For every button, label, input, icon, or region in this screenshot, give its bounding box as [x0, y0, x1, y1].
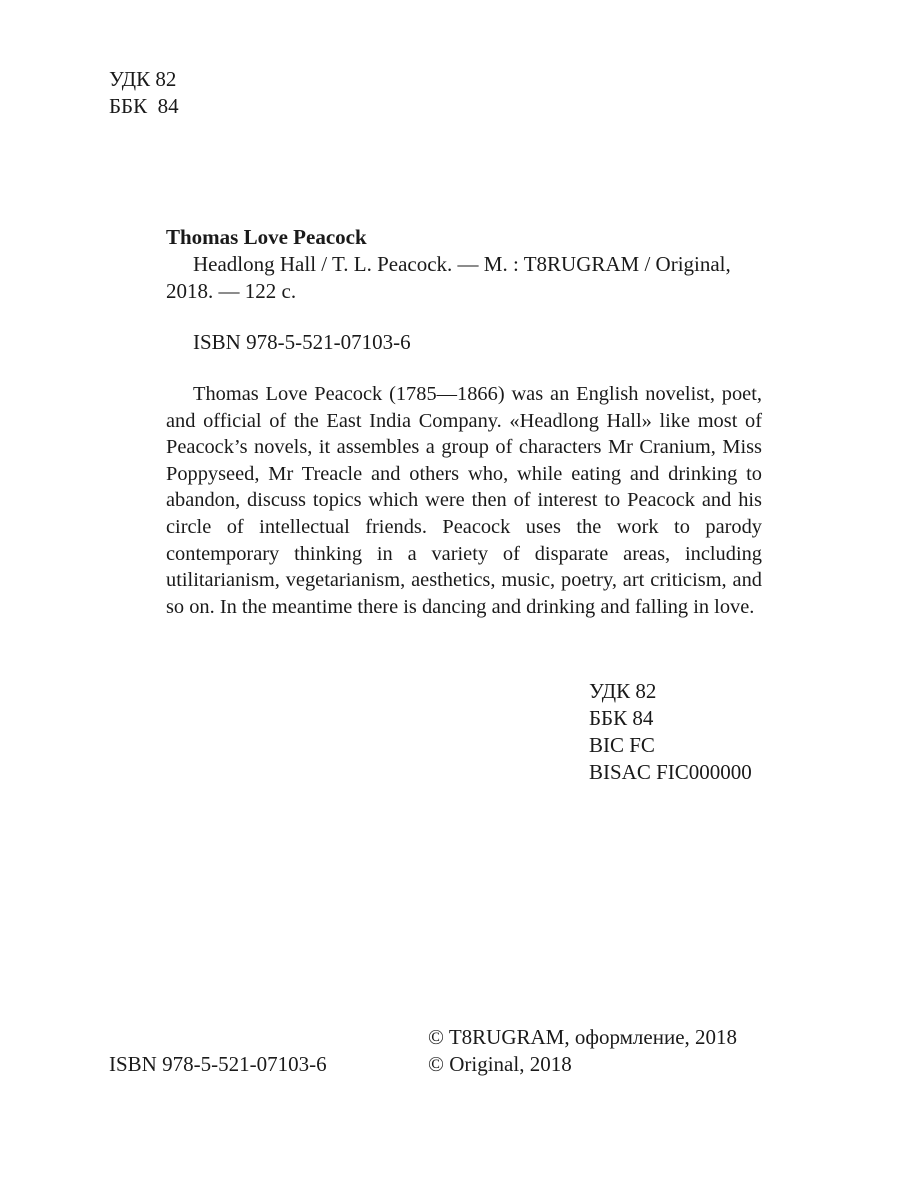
book-annotation: Thomas Love Peacock (1785—1866) was an English novelist, poet, and official of the East India Company. «Headlong Hall» like most of Peacock’s novels, it assembles a group of characters Mr Cranium, Miss Poppyseed, Mr Treacle and others who, while eating and drinking to abandon, discuss topics which were then of interest to Peacock and his circle of intellectual friends. Peacock uses the work to parody contemporary thinking in a variety of disparate areas, including utilitarianism, vegetarianism, aesthetics, music, poetry, art criticism, and so on. In the meantime there is dancing and drinking and falling in love. [166, 383, 762, 618]
bibliographic-description [166, 251, 762, 305]
biblio-line: 2018. — 122 c. [166, 279, 297, 303]
isbn-line: ISBN 978-5-521-07103-6 [193, 330, 411, 354]
udk-code: УДК 82 [109, 67, 177, 91]
catalog-record [166, 224, 762, 620]
footer-isbn: ISBN 978-5-521-07103-6 [109, 1052, 327, 1076]
top-classification-codes [109, 66, 179, 120]
copyright-notice [428, 1024, 737, 1078]
author-heading: Thomas Love Peacock [166, 225, 367, 249]
bbk-code: ББК 84 [589, 706, 654, 730]
bisac-code: BISAC FIC000000 [589, 760, 752, 784]
udk-code: УДК 82 [589, 679, 657, 703]
bic-code: BIC FC [589, 733, 655, 757]
classification-codes [589, 678, 752, 786]
copyright-line: © Original, 2018 [428, 1052, 572, 1076]
copyright-line: © T8RUGRAM, оформление, 2018 [428, 1025, 738, 1049]
biblio-line: Headlong Hall / T. L. Peacock. — M. : T8RUGRAM / Original, [193, 252, 731, 276]
bbk-code: ББК 84 [109, 94, 179, 118]
